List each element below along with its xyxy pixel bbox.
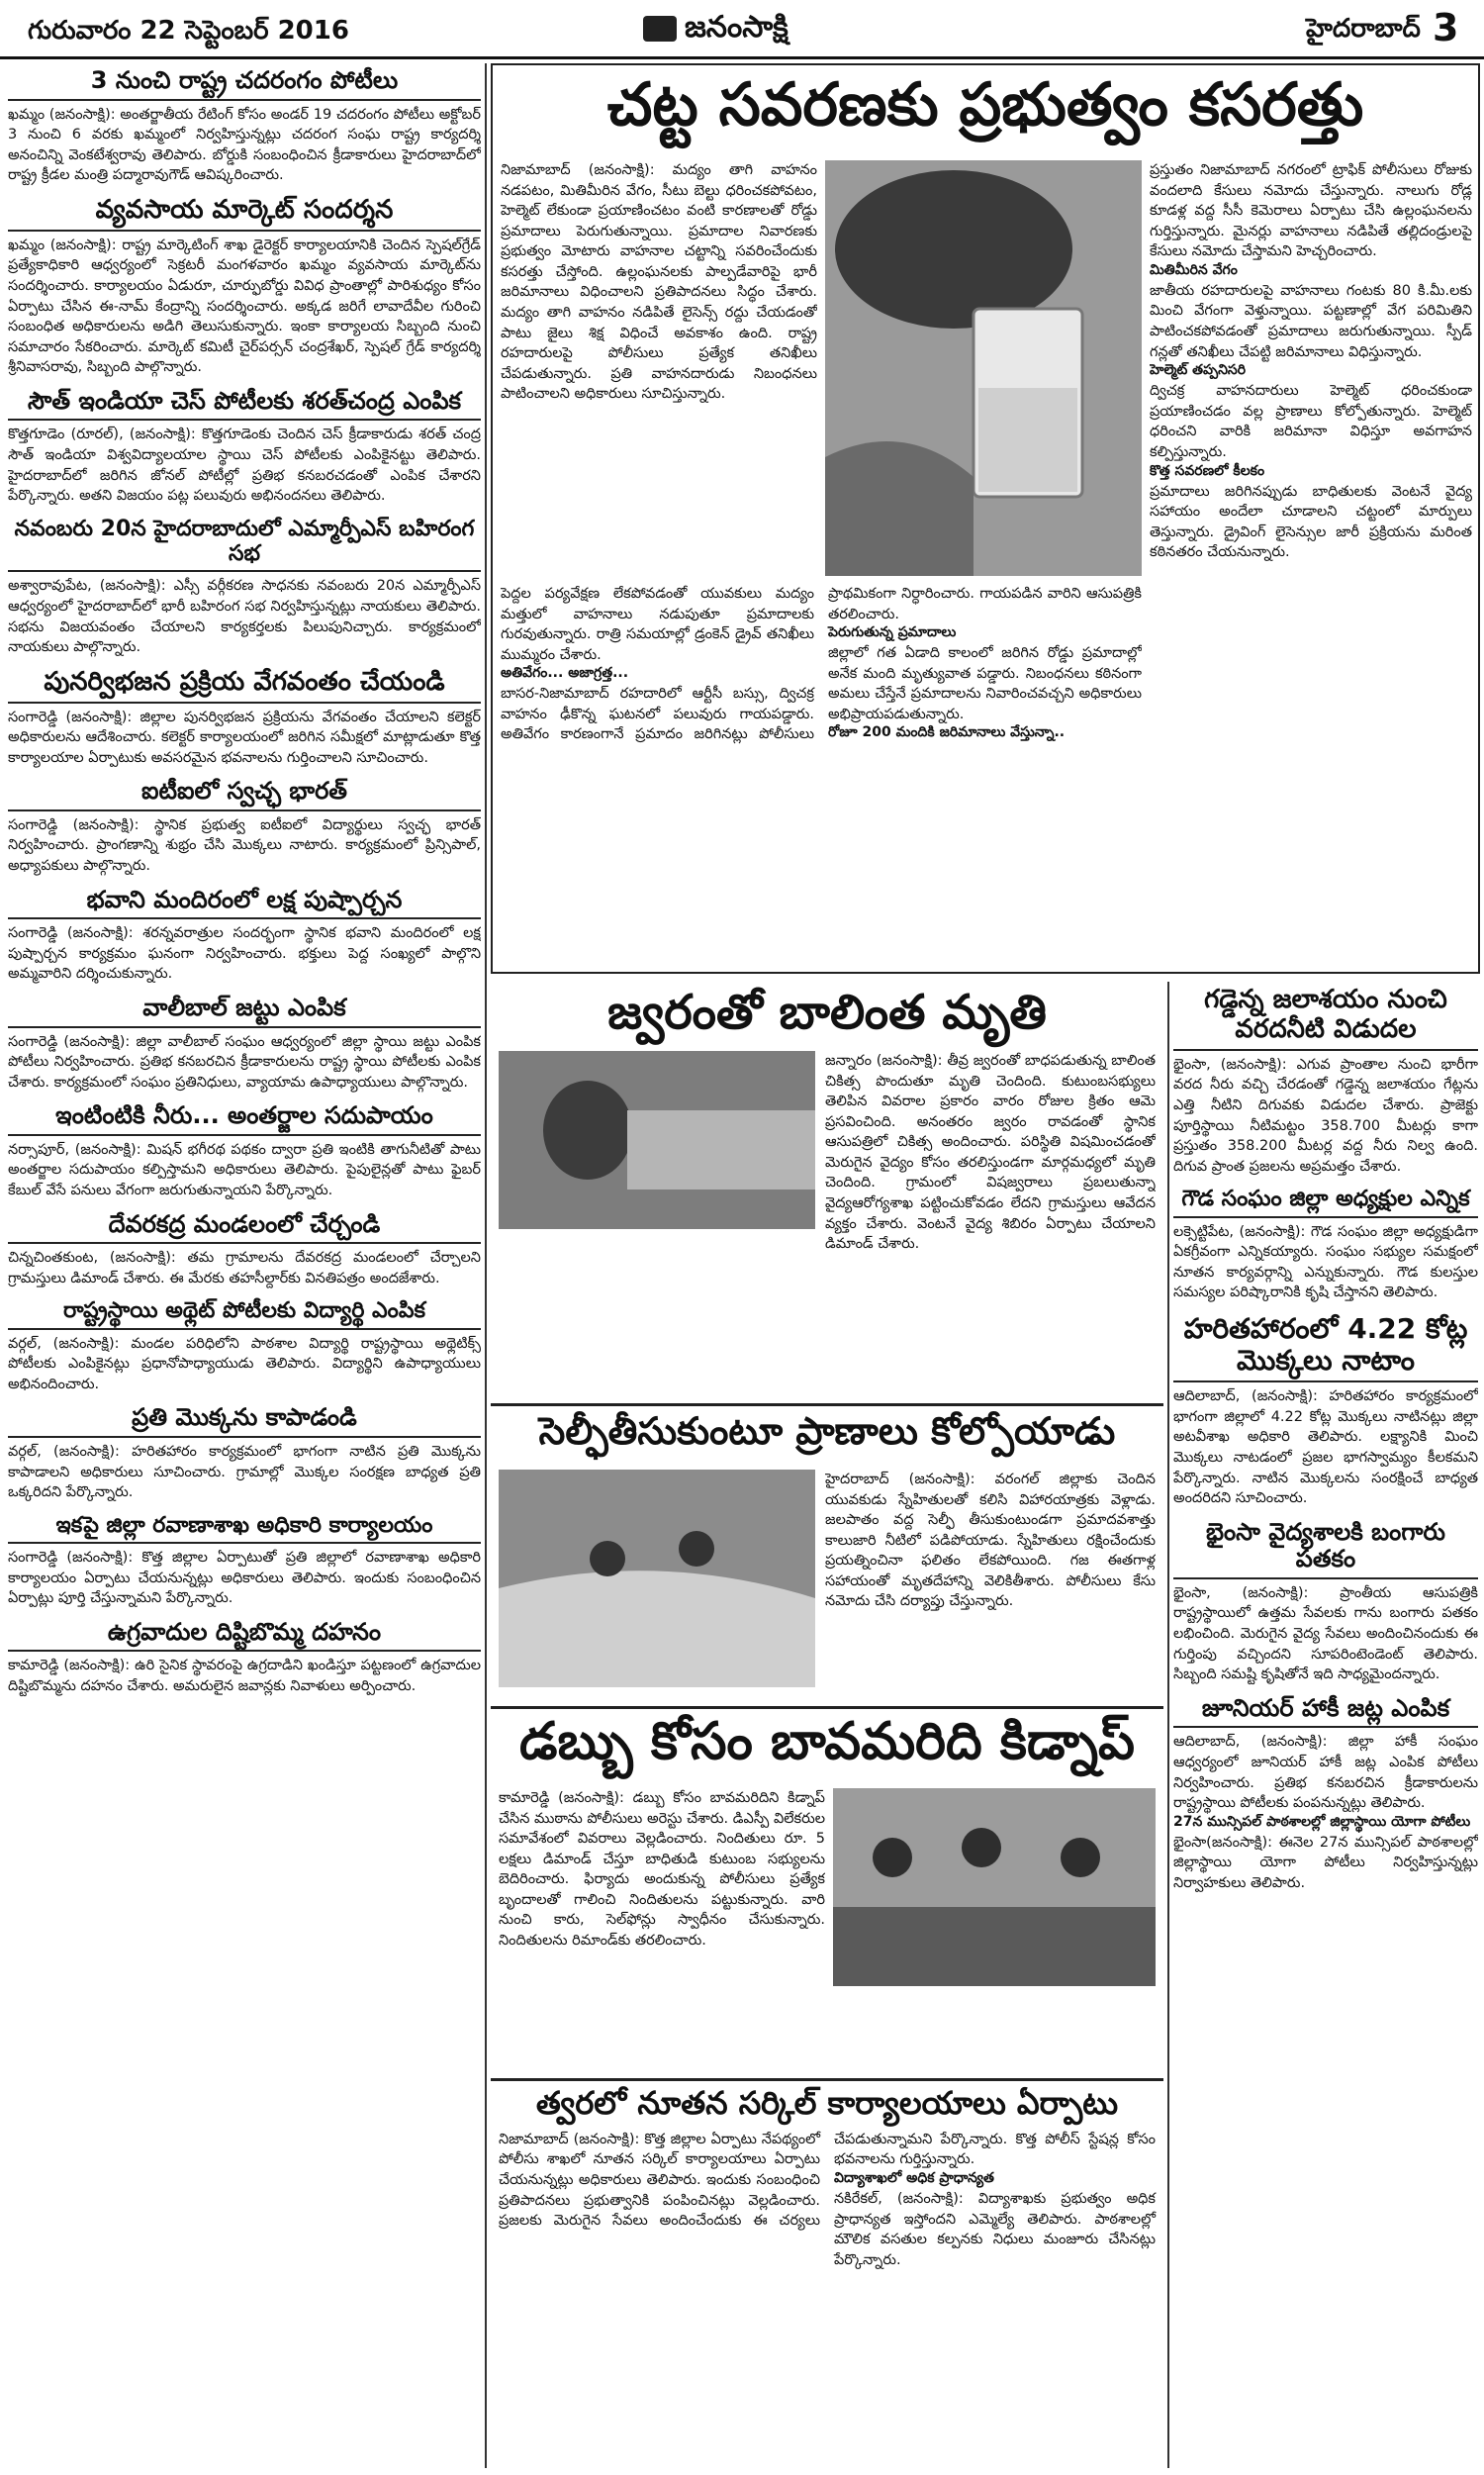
left-story-5: పునర్విభజన ప్రక్రియ వేగవంతం చేయండి సంగారెడ్డి (జనంసాక్షి): జిల్లాల పునర్విభజన ప్రక్రియను వేగవంతం చేయాలని కలెక్టర్ అధికారులను ఆదేశించారు. కలెక్టర్ కార్యాలయంలో జరిగిన సమీక్షలో మాట్లాడుతూ కొత్త కార్యాలయాల ఏర్పాటుకు అవసరమైన భవనాలను గుర్తించాలని సూచించారు. <box>8 664 481 769</box>
right-story-3: హరితహారంలో 4.22 కోట్ల మొక్కలు నాటాం ఆదిలాబాద్, (జనంసాక్షి): హరితహారం కార్యక్రమంలో భాగంగా జిల్లాలో 4.22 కోట్ల మొక్కలు నాటినట్లు జిల్లా అటవీశాఖ అధికారి తెలిపారు. లక్ష్యానికి మించి మొక్కలు నాటడంలో ప్రజల భాగస్వామ్యం కీలకమని పేర్కొన్నారు. నాటిన మొక్కలను సంరక్షించే బాధ్యత అందరిదని సూచించారు. <box>1173 1309 1478 1509</box>
edition-city: హైదరాబాద్ <box>1306 14 1421 44</box>
right-story-5: జూనియర్ హాకీ జట్ల ఎంపిక ఆదిలాబాద్, (జనంసాక్షి): జిల్లా హాకీ సంఘం ఆధ్వర్యంలో జూనియర్ హాకీ జట్ల ఎంపిక పోటీలు నిర్వహించారు. ప్రతిభ కనబరచిన క్రీడాకారులను రాష్ట్రస్థాయి పోటీలకు పంపనున్నట్లు తెలిపారు. 27న మున్సిపల్ పాఠశాలల్లో జిల్లాస్థాయి యోగా పోటీలు భైంసా(జనంసాక్షి): ఈనెల 27న మున్సిపల్ పాఠశాలల్లో జిల్లాస్థాయి యోగా పోటీలు నిర్వహిస్తున్నట్లు నిర్వాహకులు తెలిపారు. <box>1173 1691 1478 1894</box>
left-story-1: 3 నుంచి రాష్ట్ర చదరంగం పోటీలు ఖమ్మం (జనంసాక్షి): అంతర్జాతీయ రేటింగ్ కోసం అండర్ 19 చదరంగం పోటీలు అక్టోబర్ 3 నుంచి 6 వరకు ఖమ్మంలో నిర్వహిస్తున్నట్లు చదరంగ సంఘ రాష్ట్ర కార్యదర్శి అనంచిన్ని వెంకటేశ్వరావు తెలిపారు. బోర్డుకి సంబంధించిన క్రీడాకారులు హైదరాబాద్‌లో రాష్ట్ర క్రీడల మంత్రి పద్మారావుగౌడ్ ఆవిష్కరించారు. <box>8 63 481 186</box>
divider-left <box>485 63 487 2468</box>
liquor-glass-photo-icon <box>825 160 1142 576</box>
lead-col-1: నిజామాబాద్ (జనంసాక్షి): మద్యం తాగి వాహనం నడపటం, మితిమీరిన వేగం, సీటు బెల్టు ధరించకపోవటం, హెల్మెట్ లేకుండా ప్రయాణించటం వంటి కారణాలతో రోడ్డు ప్రమాదాలు పెరుగుతున్నాయి. ప్రమాదాల నివారణకు ప్రభుత్వం మోటారు వాహనాల చట్టాన్ని సవరించేందుకు కసరత్తు చేస్తోంది. ఉల్లంఘనలకు పాల్పడేవారిపై భారీ జరిమానాలు విధించాలని ప్రతిపాదనలు సిద్ధం చేశారు. మద్యం తాగి వాహనం నడిపితే లైసెన్స్ రద్దు చేయడంతో పాటు జైలు శిక్ష విధించే అవకాశం ఉంది. రాష్ట్ర రహదారులపై పోలీసులు ప్రత్యేక తనిఖీలు చేపడుతున్నారు. ప్రతి వాహనదారుడు నిబంధనలు పాటించాలని అధికారులు సూచిస్తున్నారు. <box>501 162 817 403</box>
left-story-7: భవాని మందిరంలో లక్ష పుష్పార్చన సంగారెడ్డి (జనంసాక్షి): శరన్నవరాత్రుల సందర్భంగా స్థానిక భవాని మందిరంలో లక్ష పుష్పార్చన కార్యక్రమం ఘనంగా నిర్వహించారు. భక్తులు పెద్ద సంఖ్యలో పాల్గొని అమ్మవారిని దర్శించుకున్నారు. <box>8 883 481 985</box>
middle-story-4: త్వరలో నూతన సర్కిల్ కార్యాలయాలు ఏర్పాటు నిజామాబాద్ (జనంసాక్షి): కొత్త జిల్లాల ఏర్పాటు నేపథ్యంలో పోలీసు శాఖలో నూతన సర్కిల్ కార్యాలయాలు ఏర్పాటు చేయనున్నట్లు అధికారులు తెలిపారు. ఇందుకు సంబంధించి ప్రతిపాదనలు ప్రభుత్వానికి పంపించినట్లు వెల్లడించారు. ప్రజలకు మెరుగైన సేవలు అందించేందుకు ఈ చర్యలు చేపడుతున్నామని పేర్కొన్నారు. కొత్త పోలీస్ స్టేషన్ల కోసం భవనాలను గుర్తిస్తున్నారు. విద్యాశాఖలో అధిక ప్రాధాన్యత నకిరేకల్, (జనంసాక్షి): విద్యాశాఖకు ప్రభుత్వం అధిక ప్రాధాన్యత ఇస్తోందని ఎమ్మెల్యే తెలిపారు. పాఠశాలల్లో మౌలిక వసతుల కల్పనకు నిధులు మంజూరు చేసినట్లు పేర్కొన్నారు. <box>491 2078 1163 2468</box>
lead-highlight-note: రోజూ 200 మందికి జరిమానాలు వేస్తున్నా.. <box>828 724 1066 741</box>
paper-logo-icon <box>643 16 677 42</box>
middle-story-1: జ్వరంతో బాలింత మృతి జన్నారం (జనంసాక్షి): తీవ్ర జ్వరంతో బాధపడుతున్న బాలింత చికిత్స పొందుతూ మృతి చెందింది. కుటుంబసభ్యులు తెలిపిన వివరాల ప్రకారం వారం రోజుల క్రితం ఆమె ప్రసవించింది. అనంతరం జ్వరం రావడంతో స్థానిక ఆసుపత్రిలో చికిత్స అందించారు. పరిస్థితి విషమించడంతో మెరుగైన వైద్యం కోసం తరలిస్తుండగా మార్గమధ్యలో మృతి చెందింది. గ్రామంలో విషజ్వరాలు ప్రబలుతున్నా వైద్యఆరోగ్యశాఖ పట్టించుకోవడం లేదని గ్రామస్తులు ఆవేదన వ్యక్తం చేశారు. వెంటనే వైద్య శిబిరం ఏర్పాటు చేయాలని డిమాండ్ చేశారు. <box>491 982 1163 1397</box>
left-story-9: ఇంటింటికి నీరు... అంతర్జాల సదుపాయం నర్సాపూర్, (జనంసాక్షి): మిషన్ భగీరథ పథకం ద్వారా ప్రతి ఇంటికి తాగునీటితో పాటు అంతర్జాల సదుపాయం కల్పిస్తామని అధికారులు తెలిపారు. పైపులైన్లతో పాటు ఫైబర్ కేబుల్ వేసే పనులు వేగంగా జరుగుతున్నాయని పేర్కొన్నారు. <box>8 1098 481 1200</box>
right-column <box>1173 982 1478 2468</box>
left-story-2: వ్యవసాయ మార్కెట్ సందర్శన ఖమ్మం (జనంసాక్షి): రాష్ట్ర మార్కెటింగ్ శాఖ డైరెక్టర్ కార్యాలయానికి చెందిన స్పెషల్‌గ్రేడ్ ప్రత్యేకాధికారి ఆధ్వర్యంలో సెక్రటరీ మంగళవారం ఖమ్మం వ్యవసాయ మార్కెట్‌ను సందర్శించారు. కార్యాలయం ఏడురూ, చూర్ఫుబోర్డు వివిధ ప్రాంతాల్లో పారిశుధ్యం కోసం ఏర్పాటు చేసిన ఈ-నామ్ కేంద్రాన్ని సందర్శించారు. అక్కడ జరిగే లావాదేవీల గురించి సంబంధిత అధికారులను అడిగి తెలుసుకున్నారు. ఇంకా కార్యాలయ సిబ్బంది నుంచి సమాచారం సేకరించారు. మార్కెట్ కమిటీ చైర్‌పర్సన్ చంద్రశేఖర్, స్పెషల్ గ్రేడ్ కార్యదర్శి శ్రీనివాసరావు, సిబ్బంది పాల్గొన్నారు. <box>8 192 481 378</box>
left-story-6: ఐటీఐలో స్వచ్ఛ భారత్ సంగారెడ్డి (జనంసాక్షి): స్థానిక ప్రభుత్వ ఐటీఐలో విద్యార్థులు స్వచ్ఛ భారత్ నిర్వహించారు. ప్రాంగణాన్ని శుభ్రం చేసి మొక్కలు నాటారు. కార్యక్రమంలో ప్రిన్సిపాల్, అధ్యాపకులు పాల్గొన్నారు. <box>8 774 481 876</box>
lead-col-2: ప్రస్తుతం నిజామాబాద్ నగరంలో ట్రాఫిక్ పోలీసులు రోజుకు వందలాది కేసులు నమోదు చేస్తున్నారు. నాలుగు రోడ్ల కూడళ్ల వద్ద సీసీ కెమెరాలు ఏర్పాటు చేసి ఉల్లంఘనలను గుర్తిస్తున్నారు. మైనర్లు వాహనాలు నడిపితే తల్లిదండ్రులపై కేసులు నమోదు చేస్తామని హెచ్చరించారు. మితిమీరిన వేగం జాతీయ రహదారులపై వాహనాలు గంటకు 80 కి.మీ.లకు మించి వేగంగా వెళ్తున్నాయి. పట్టణాల్లో వేగ పరిమితిని పాటించకపోవడంతో ప్రమాదాలు జరుగుతున్నాయి. స్పీడ్ గన్లతో తనిఖీలు చేపట్టి జరిమానాలు విధిస్తున్నారు. హెల్మెట్ తప్పనిసరి ద్విచక్ర వాహనదారులు హెల్మెట్ ధరించకుండా ప్రయాణించడం వల్ల ప్రాణాలు కోల్పోతున్నారు. హెల్మెట్ ధరించని వారికి జరిమానా విధిస్తూ అవగాహన కల్పిస్తున్నారు. కొత్త సవరణలో కీలకం ప్రమాదాలు జరిగినప్పుడు బాధితులకు వెంటనే వైద్య సహాయం అందేలా చూడాలని చట్టంలో మార్పులు తెస్తున్నారు. డ్రైవింగ్ లైసెన్సుల జారీ ప్రక్రియను మరింత కఠినతరం చేయనున్నారు. <box>1150 162 1472 561</box>
left-story-13: ఇకపై జిల్లా రవాణాశాఖ అధికారి కార్యాలయం సంగారెడ్డి (జనంసాక్షి): కొత్త జిల్లాల ఏర్పాటుతో ప్రతి జిల్లాలో రవాణాశాఖ అధికారి కార్యాలయం ఏర్పాటు చేయనున్నట్లు అధికారులు తెలిపారు. ఇందుకు సంబంధించిన ఏర్పాట్లు పూర్తి చేస్తున్నామని పేర్కొన్నారు. <box>8 1509 481 1609</box>
left-story-14: ఉగ్రవాదుల దిష్టిబొమ్మ దహనం కామారెడ్డి (జనంసాక్షి): ఉరి సైనిక స్థావరంపై ఉగ్రదాడిని ఖండిస్తూ పట్టణంలో ఉగ్రవాదుల దిష్టిబొమ్మను దహనం చేశారు. అమరులైన జవాన్లకు నివాళులు అర్పించారు. <box>8 1615 481 1697</box>
left-story-12: ప్రతి మొక్కను కాపాడండి వర్గల్, (జనంసాక్షి): హరితహారం కార్యక్రమంలో భాగంగా నాటిన ప్రతి మొక్కను కాపాడాలని అధికారులు సూచించారు. గ్రామాల్లో మొక్కల సంరక్షణ బాధ్యత ప్రతి ఒక్కరిదని పేర్కొన్నారు. <box>8 1400 481 1502</box>
patient-photo-icon <box>499 1051 815 1229</box>
lead-story <box>491 63 1480 974</box>
middle-story-2: సెల్ఫీతీసుకుంటూ ప్రాణాలు కోల్పోయాడు హైదరాబాద్ (జనంసాక్షి): వరంగల్ జిల్లాకు చెందిన యువకుడు స్నేహితులతో కలిసి విహారయాత్రకు వెళ్లాడు. జలపాతం వద్ద సెల్ఫీ తీసుకుంటుండగా ప్రమాదవశాత్తు కాలుజారి నీటిలో పడిపోయాడు. స్నేహితులు రక్షించేందుకు ప్రయత్నించినా ఫలితం లేకపోయింది. గజ ఈతగాళ్ల సహాయంతో మృతదేహాన్ని వెలికితీశారు. పోలీసులు కేసు నమోదు చేసి దర్యాప్తు చేస్తున్నారు. <box>491 1403 1163 1700</box>
fever-story-photo <box>499 1051 815 1229</box>
lead-headline: చట్ట సవరణకు ప్రభుత్వం కసరత్తు <box>606 70 1364 140</box>
left-story-8: వాలీబాల్ జట్టు ఎంపిక సంగారెడ్డి (జనంసాక్షి): జిల్లా వాలీబాల్ సంఘం ఆధ్వర్యంలో జిల్లా స్థాయి జట్టు ఎంపిక పోటీలు నిర్వహించారు. ప్రతిభ కనబరచిన క్రీడాకారులను రాష్ట్ర స్థాయి పోటీలకు ఎంపిక చేశారు. కార్యక్రమంలో సంఘం ప్రతినిధులు, వ్యాయామ ఉపాధ్యాయులు పాల్గొన్నారు. <box>8 991 481 1093</box>
masthead <box>0 0 1484 59</box>
left-story-10: దేవరకద్ర మండలంలో చేర్చండి చిన్నచింతకుంట, (జనంసాక్షి): తమ గ్రామాలను దేవరకద్ర మండలంలో చేర్చాలని గ్రామస్తులు డిమాండ్ చేశారు. ఈ మేరకు తహసీల్దార్‌కు వినతిపత్రం అందజేశారు. <box>8 1207 481 1289</box>
left-story-4: నవంబరు 20న హైదరాబాదులో ఎమ్మార్పీఎస్ బహిరంగ సభ అశ్వారావుపేట, (జనంసాక్షి): ఎస్సీ వర్గీకరణ సాధనకు నవంబరు 20న ఎమ్మార్పీఎస్ ఆధ్వర్యంలో హైదరాబాద్‌లో భారీ బహిరంగ సభ నిర్వహిస్తున్నట్లు నాయకులు తెలిపారు. సభను విజయవంతం చేయాలని కార్యకర్తలకు పిలుపునిచ్చారు. కార్యక్రమంలో నాయకులు పాల్గొన్నారు. <box>8 513 481 658</box>
middle-story-3: డబ్బు కోసం బావమరిది కిడ్నాప్ కామారెడ్డి (జనంసాక్షి): డబ్బు కోసం బావమరిదిని కిడ్నాప్ చేసిన ముఠాను పోలీసులు అరెస్టు చేశారు. డిఎస్పీ విలేకరుల సమావేశంలో వివరాలు వెల్లడించారు. నిందితులు రూ. 5 లక్షలు డిమాండ్ చేస్తూ బాధితుడి కుటుంబ సభ్యులను బెదిరించారు. ఫిర్యాదు అందుకున్న పోలీసులు ప్రత్యేక బృందాలతో గాలించి నిందితులను పట్టుకున్నారు. వారి నుంచి కారు, సెల్‌ఫోన్లు స్వాధీనం చేసుకున్నారు. నిందితులను రిమాండ్‌కు తరలించారు. <box>491 1706 1163 2072</box>
left-column <box>8 63 481 2468</box>
left-story-3: సౌత్ ఇండియా చెస్ పోటీలకు శరత్‌చంద్ర ఎంపిక కొత్తగూడెం (రూరల్), (జనంసాక్షి): కొత్తగూడెంకు చెందిన చెస్ క్రీడాకారుడు శరత్ చంద్ర సౌత్ ఇండియా విశ్వవిద్యాలయాల స్థాయి చెస్ పోటీలకు ఎంపికైనట్టు తెలిపారు. హైదరాబాద్‌లో జరిగిన జోనల్ పోటీల్లో ప్రతిభ కనబరచడంతో ఎంపిక చేశారని పేర్కొన్నారు. అతని విజయం పట్ల పలువురు అభినందనలు తెలిపారు. <box>8 384 481 507</box>
paper-name: జనంసాక్షి <box>643 10 788 51</box>
lead-col-3: పెద్దల పర్యవేక్షణ లేకపోవడంతో యువకులు మద్యం మత్తులో వాహనాలు నడుపుతూ ప్రమాదాలకు గురవుతున్నారు. రాత్రి సమయాల్లో డ్రంకెన్ డ్రైవ్ తనిఖీలు ముమ్మరం చేశారు. అతివేగం... అజాగ్రత్త... బాసర-నిజామాబాద్ రహదారిలో ఆర్టీసీ బస్సు, ద్విచక్ర వాహనం ఢీకొన్న ఘటనలో పలువురు గాయపడ్డారు. అతివేగం కారణంగానే ప్రమాదం జరిగినట్లు పోలీసులు ప్రాథమికంగా నిర్ధారించారు. గాయపడిన వారిని ఆసుపత్రికి తరలించారు. పెరుగుతున్న ప్రమాదాలు జిల్లాలో గత ఏడాది కాలంలో జరిగిన రోడ్డు ప్రమాదాల్లో అనేక మంది మృత్యువాత పడ్డారు. నిబంధనలు కఠినంగా అమలు చేస్తేనే ప్రమాదాలను నివారించవచ్చని అధికారులు అభిప్రాయపడుతున్నారు. రోజూ 200 మందికి జరిమానాలు వేస్తున్నా.. <box>501 586 1142 743</box>
waterfall-photo-icon <box>499 1470 815 1687</box>
divider-right <box>1167 982 1169 2468</box>
page-number: 3 <box>1433 6 1459 49</box>
right-story-2: గౌడ సంఘం జిల్లా అధ్యక్షుల ఎన్నిక లక్సెట్టిపేట, (జనంసాక్షి): గౌడ సంఘం జిల్లా అధ్యక్షుడిగా ఏకగ్రీవంగా ఎన్నికయ్యారు. సంఘం సభ్యుల సమక్షంలో నూతన కార్యవర్గాన్ని ఎన్నుకున్నారు. గౌడ కులస్తుల సమస్యల పరిష్కారానికి కృషి చేస్తానని తెలిపారు. <box>1173 1183 1478 1303</box>
lead-photo <box>825 160 1142 576</box>
left-story-11: రాష్ట్రస్థాయి అథ్లెట్ పోటీలకు విద్యార్థి ఎంపిక వర్గల్, (జనంసాక్షి): మండల పరిధిలోని పాఠశాల విద్యార్థి రాష్ట్రస్థాయి అథ్లెటిక్స్ పోటీలకు ఎంపికైనట్లు ప్రధానోపాధ్యాయుడు తెలిపారు. విద్యార్థిని ఉపాధ్యాయులు అభినందించారు. <box>8 1294 481 1394</box>
right-story-4: భైంసా వైద్యశాలకి బంగారు పతకం భైంసా, (జనంసాక్షి): ప్రాంతీయ ఆసుపత్రికి రాష్ట్రస్థాయిలో ఉత్తమ సేవలకు గాను బంగారు పతకం లభించింది. మెరుగైన వైద్య సేవలు అందించినందుకు ఈ గుర్తింపు వచ్చిందని సూపరింటెండెంట్ తెలిపారు. సిబ్బంది సమష్టి కృషితోనే ఇది సాధ్యమైందన్నారు. <box>1173 1515 1478 1685</box>
police-press-meet-photo-icon <box>833 1788 1156 1986</box>
selfie-story-photo <box>499 1470 815 1687</box>
right-story-1: గడ్డెన్న జలాశయం నుంచి వరదనీటి విడుదల భైంసా, (జనంసాక్షి): ఎగువ ప్రాంతాల నుంచి భారీగా వరద నీరు వచ్చి చేరడంతో గడ్డెన్న జలాశయం గేట్లను ఎత్తి నీటిని దిగువకు విడుదల చేశారు. ప్రాజెక్టు పూర్తిస్థాయి నీటిమట్టం 358.700 మీటర్లు కాగా ప్రస్తుతం 358.200 మీటర్ల వద్ద నీరు నిల్వ ఉంది. దిగువ ప్రాంత ప్రజలను అప్రమత్తం చేశారు. <box>1173 982 1478 1177</box>
kidnap-story-photo <box>833 1788 1156 1986</box>
issue-date: గురువారం 22 సెప్టెంబర్ 2016 <box>28 16 349 46</box>
